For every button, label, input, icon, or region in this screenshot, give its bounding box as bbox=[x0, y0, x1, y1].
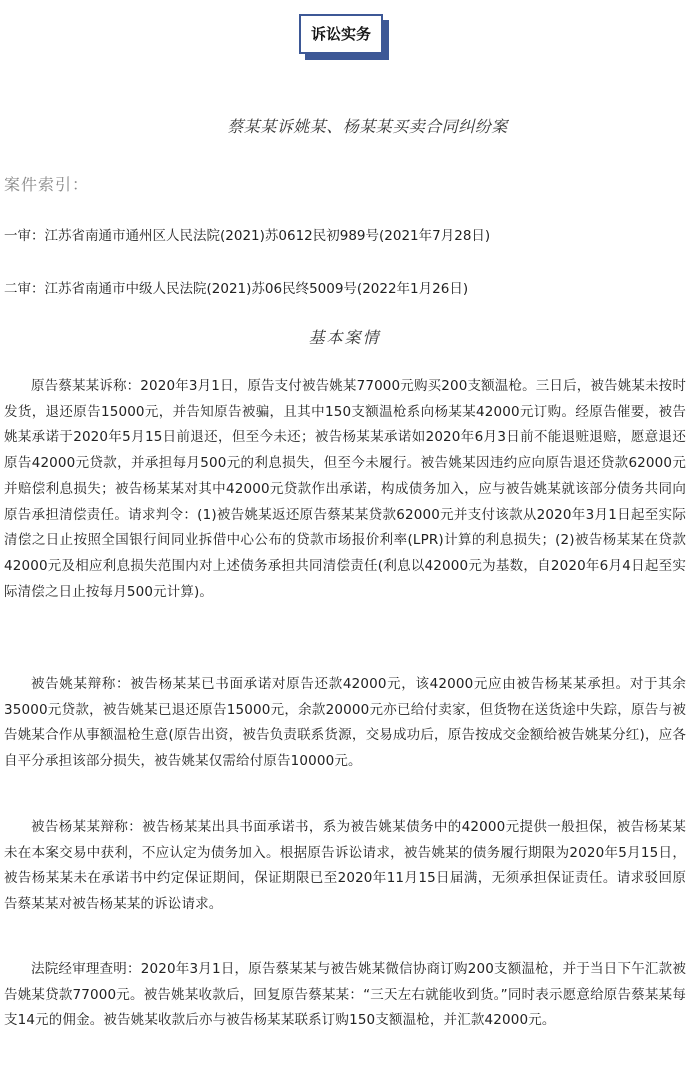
section-badge bbox=[299, 14, 391, 64]
paragraph-plaintiff-claim: 原告蔡某某诉称：2020年3月1日，原告支付被告姚某77000元购买200支额温枪。三日后，被告姚某未按时发货，退还原告15000元，并告知原告被骗，且其中150支额温枪系向杨某某42000元订购。经原告催要，被告姚某承诺于2020年5月15日前退还，但至今未还；被告杨某某承诺如2020年6月3日前不能退赃退赔，愿意退还原告42000元贷款，并承担每月500元的利息损失，但至今未履行。被告姚某因违约应向原告退还贷款62000元并赔偿利息损失；被告杨某某对其中42000元贷款作出承诺，构成债务加入，应与被告姚某就该部分债务共同向原告承担清偿责任。请求判令：(1)被告姚某返还原告蔡某某贷款62000元并支付该款从2020年3月1日起至实际清偿之日止按照全国银行间同业拆借中心公布的贷款市场报价利率(LPR)计算的利息损失；(2)被告杨某某在贷款42000元及相应利息损失范围内对上述债务承担共同清偿责任(利息以42000元为基数，自2020年6月4日起至实际清偿之日止按每月500元计算)。 bbox=[4, 378, 686, 600]
badge-label: 诉讼实务 bbox=[299, 14, 383, 54]
first-instance-line: 一审：江苏省南通市通州区人民法院(2021)苏0612民初989号(2021年7月28日) bbox=[4, 228, 491, 244]
case-index-label: 案件索引： bbox=[4, 175, 90, 194]
paragraph-court-findings: 法院经审理查明：2020年3月1日，原告蔡某某与被告姚某微信协商订购200支额温枪，并于当日下午汇款被告姚某贷款77000元。被告姚某收款后，回复原告蔡某某：“三天左右就能收到货。”同时表示愿意给原告蔡某某每支14元的佣金。被告姚某收款后亦与被告杨某某联系订购150支额温枪，并汇款42000元。 bbox=[4, 961, 686, 1029]
second-instance-line: 二审：江苏省南通市中级人民法院(2021)苏06民终5009号(2022年1月26日) bbox=[4, 281, 469, 297]
paragraph-defendant-yao-defense: 被告姚某辩称：被告杨某某已书面承诺对原告还款42000元，该42000元应由被告杨某某承担。对于其余35000元贷款，被告姚某已退还原告15000元，余款20000元亦已给付卖家，但货物在送货途中失踪，原告与被告姚某合作从事额温枪生意(原告出资，被告负责联系货源，交易成功后，原告按成交金额给被告姚某分红)，应各自平分承担该部分损失，被告姚某仅需给付原告10000元。 bbox=[4, 676, 686, 770]
paragraph-defendant-yang-defense: 被告杨某某辩称：被告杨某某出具书面承诺书，系为被告姚某债务中的42000元提供一般担保，被告杨某某未在本案交易中获利，不应认定为债务加入。根据原告诉讼请求，被告姚某的债务履行期限为2020年5月15日，被告杨某某未在承诺书中约定保证期间，保证期限已至2020年11月15日届满，无须承担保证责任。请求驳回原告蔡某某对被告杨某某的诉讼请求。 bbox=[4, 819, 686, 913]
section-title: 基本案情 bbox=[308, 328, 381, 347]
case-title: 蔡某某诉姚某、杨某某买卖合同纠纷案 bbox=[227, 117, 508, 136]
